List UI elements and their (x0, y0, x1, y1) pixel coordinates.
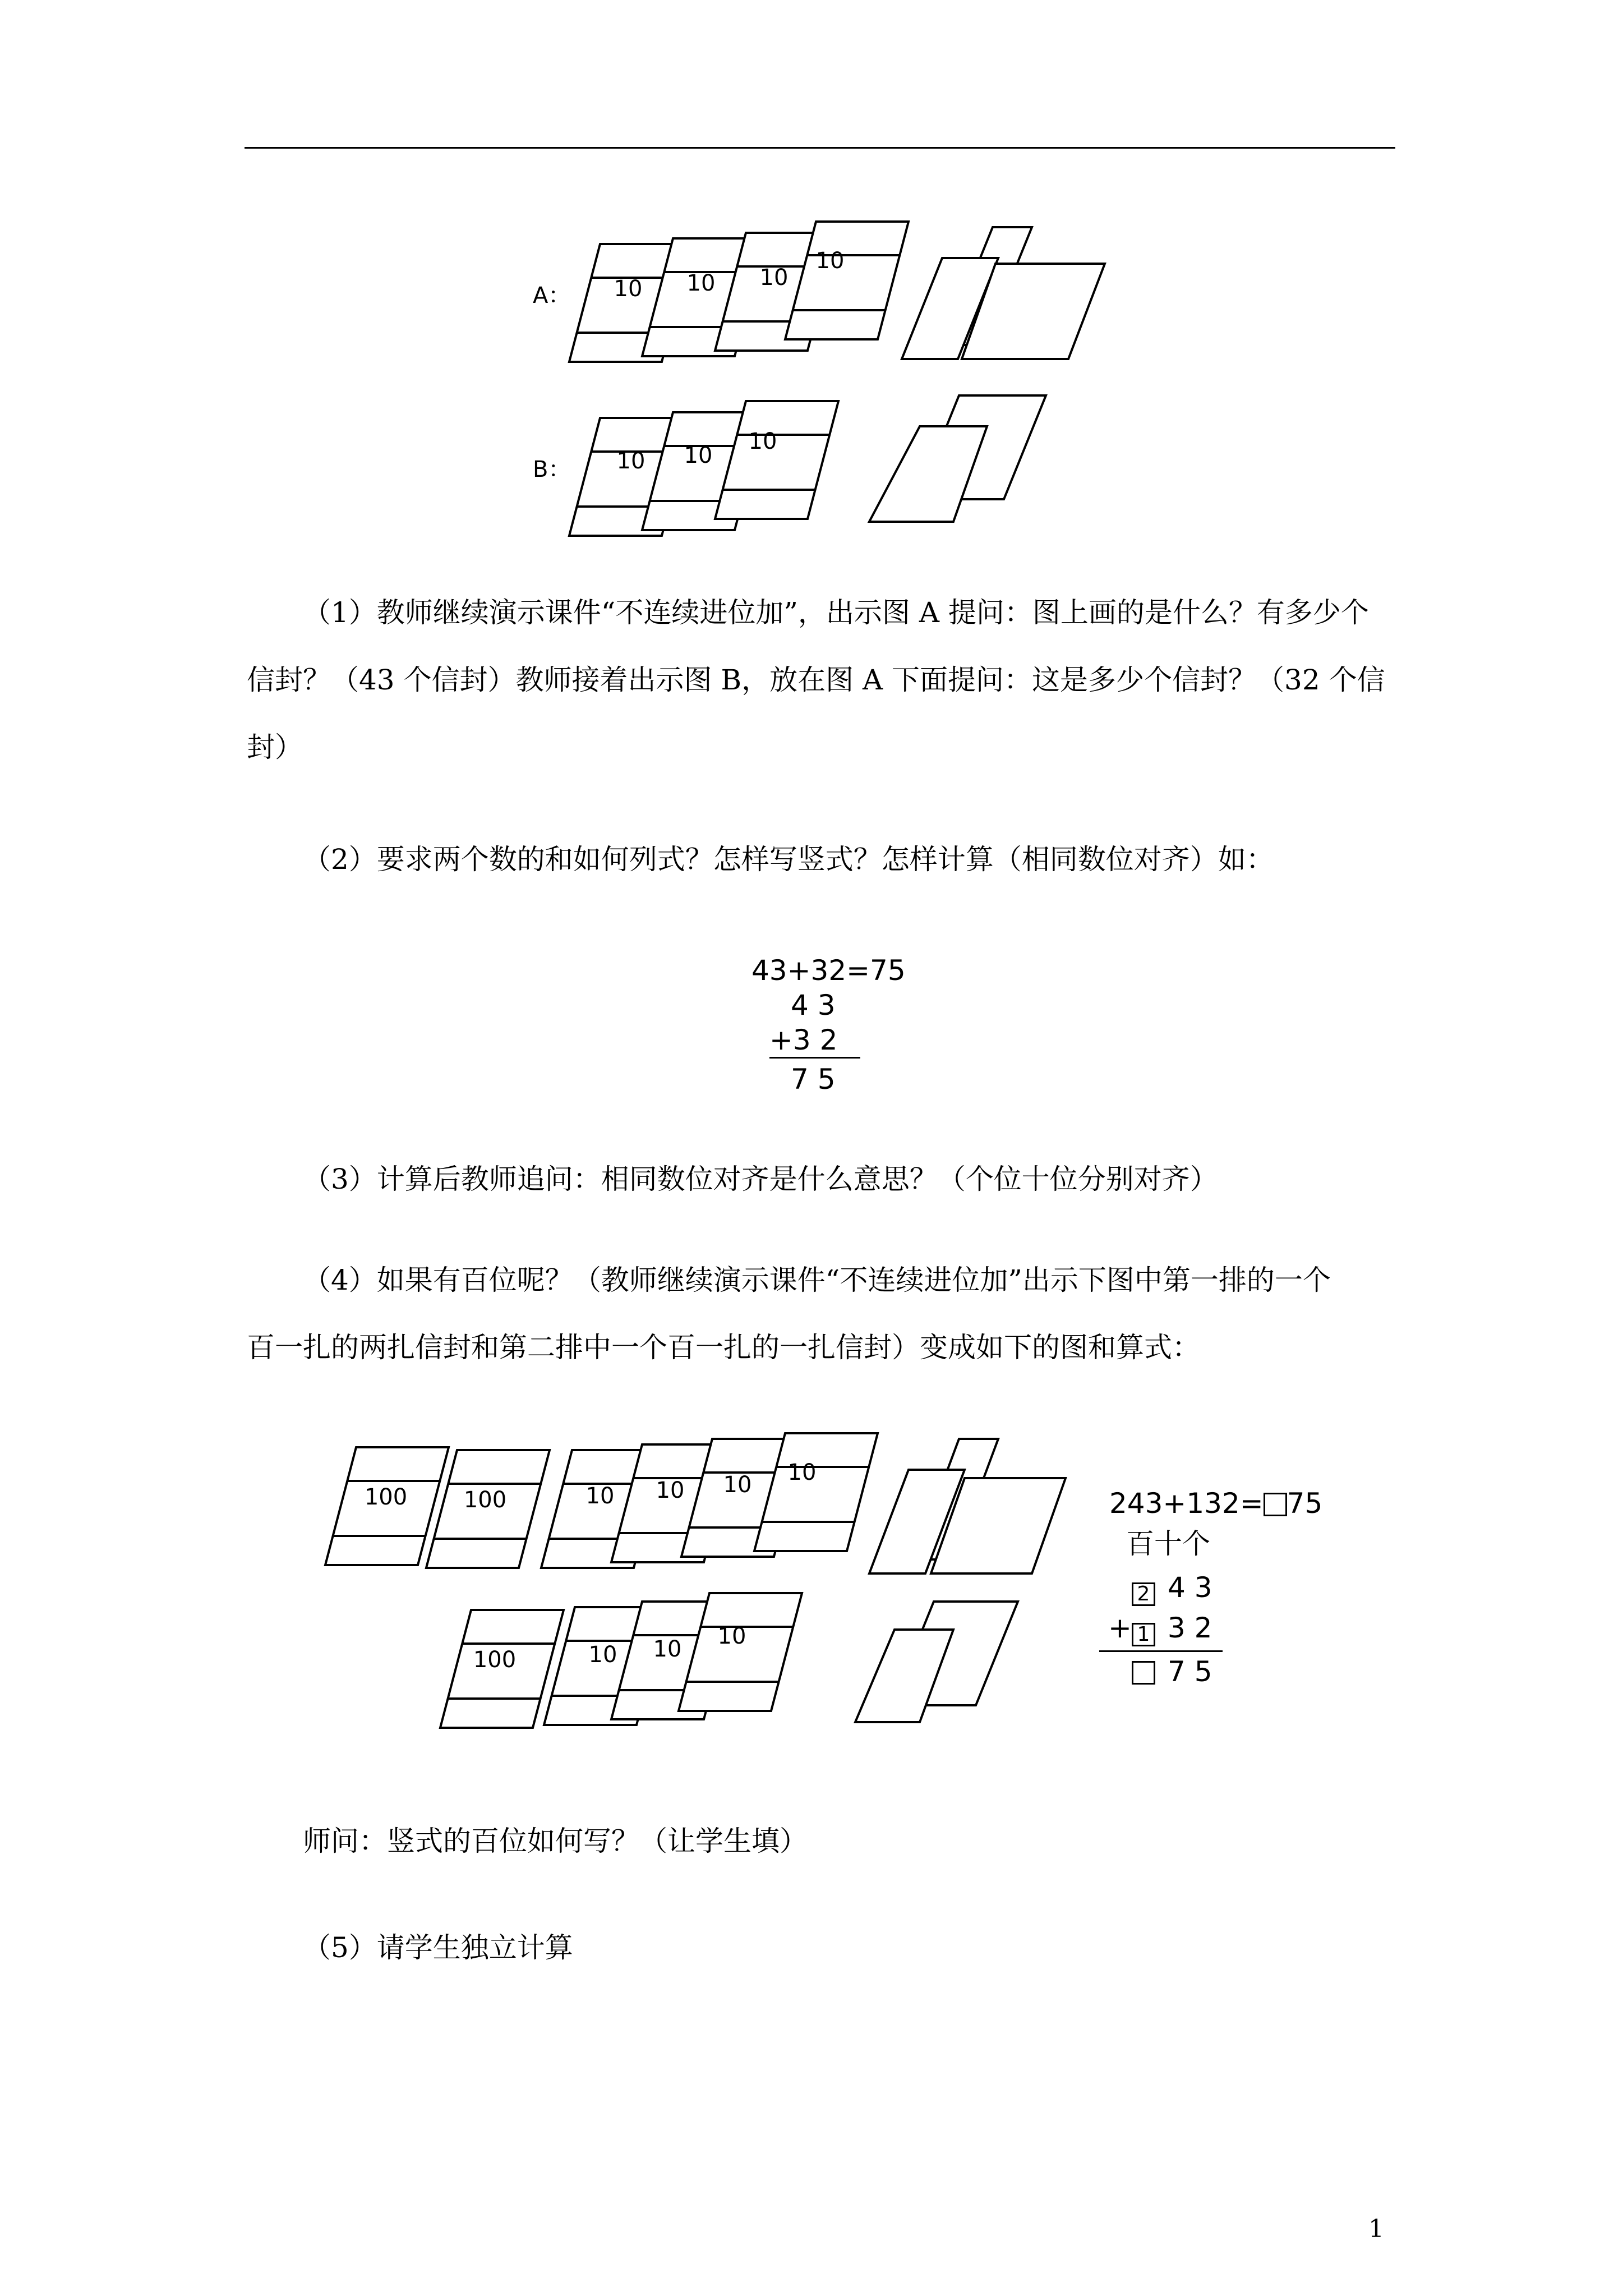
paragraph-5-text: 师问：竖式的百位如何写？（让学生填） (303, 1825, 808, 1857)
result-hundreds-box[interactable] (1132, 1661, 1155, 1685)
ten-label: 10 (616, 448, 645, 474)
paragraph-5 (303, 1813, 1441, 1869)
row-b-tens (569, 401, 838, 536)
row-a-tens (569, 222, 909, 362)
label-b: B： (533, 457, 571, 482)
ten-label: 10 (748, 429, 777, 454)
label-a: A： (533, 283, 571, 309)
vertical-result: 7 5 (791, 1063, 836, 1096)
ten-label: 10 (684, 443, 713, 468)
vertical2-row-2 (1108, 1611, 1212, 1646)
equation-1: 43+32=75 (751, 954, 906, 987)
paragraph-4-continued (247, 1319, 1385, 1375)
vertical2-result-rest: 7 5 (1168, 1655, 1212, 1688)
place-value-header: 百十个 (1126, 1527, 1210, 1560)
row-b-ones (869, 395, 1046, 522)
blank-box[interactable] (1264, 1493, 1287, 1516)
vertical-sum-line (769, 1057, 860, 1059)
ten-label: 10 (787, 1460, 817, 1485)
equation-2-right: 75 (1287, 1487, 1323, 1520)
vertical2-row-1-rest: 4 3 (1168, 1571, 1212, 1604)
ten-label: 10 (588, 1642, 617, 1668)
vertical2-sum-line (1099, 1650, 1223, 1652)
ten-label: 10 (686, 270, 716, 296)
ten-label: 10 (815, 248, 845, 274)
row-1-hundreds (325, 1447, 550, 1568)
paragraph-4-line-1: （4）如果有百位呢？（教师继续演示课件“不连续进位加”出示下图中第一排的一个 (303, 1264, 1331, 1296)
row-2-ones (855, 1602, 1018, 1722)
paragraph-3 (247, 1151, 1385, 1207)
ten-label: 10 (656, 1478, 685, 1503)
paragraph-4 (247, 1252, 1385, 1308)
paragraph-2-text: （2）要求两个数的和如何列式？怎样写竖式？怎样计算（相同数位对齐）如： (303, 843, 1274, 876)
paragraph-2 (247, 831, 1385, 887)
page-number: 1 (1368, 2215, 1384, 2243)
header-rule (245, 147, 1395, 149)
paragraph-1 (247, 585, 1385, 641)
paragraph-1-line-2: 信封？（43 个信封）教师接着出示图 B，放在图 A 下面提问：这是多少个信封？（32 个信 (247, 664, 1385, 696)
hundred-label: 100 (473, 1647, 517, 1673)
figure-envelopes-hundreds (314, 1430, 1099, 1745)
hundreds-digit-box[interactable]: 1 (1132, 1623, 1155, 1646)
ten-label: 10 (717, 1623, 746, 1649)
plus-sign: + (1108, 1612, 1132, 1644)
row-2-hundreds (440, 1610, 564, 1728)
paragraph-6-text: （5）请学生独立计算 (303, 1931, 573, 1964)
envelope-icon (869, 426, 987, 522)
paragraph-1-continued (247, 652, 1385, 775)
equation-2 (1109, 1487, 1322, 1520)
figure-envelopes-ab (516, 219, 1122, 533)
vertical-row-1: 4 3 (791, 989, 836, 1022)
vertical-row-2: +3 2 (769, 1024, 838, 1056)
paragraph-4-line-2: 百一扎的两扎信封和第二排中一个百一扎的一扎信封）变成如下的图和算式： (247, 1331, 1200, 1364)
paragraph-3-text: （3）计算后教师追问：相同数位对齐是什么意思？（个位十位分别对齐） (303, 1163, 1218, 1195)
vertical2-row-1 (1132, 1571, 1212, 1606)
vertical2-row-2-rest: 3 2 (1167, 1612, 1212, 1644)
paragraph-1-line-1: （1）教师继续演示课件“不连续进位加”，出示图 A 提问：图上画的是什么？有多少个 (303, 596, 1369, 629)
ten-label: 10 (759, 265, 789, 291)
row-1-ones (869, 1439, 1066, 1573)
vertical2-result (1132, 1655, 1212, 1688)
paragraph-6 (247, 1920, 1385, 1976)
paragraph-1-line-3: 封） (247, 731, 303, 763)
ten-label: 10 (653, 1636, 682, 1662)
ten-label: 10 (614, 276, 643, 302)
hundred-label: 100 (364, 1484, 408, 1510)
hundred-label: 100 (463, 1487, 507, 1513)
ten-label: 10 (585, 1483, 615, 1509)
row-a-ones (902, 227, 1105, 359)
hundreds-digit-box[interactable]: 2 (1132, 1582, 1155, 1606)
ten-label: 10 (723, 1472, 752, 1498)
equation-2-left: 243+132= (1109, 1487, 1264, 1520)
row-1-tens (541, 1433, 878, 1568)
row-2-tens (544, 1593, 802, 1725)
